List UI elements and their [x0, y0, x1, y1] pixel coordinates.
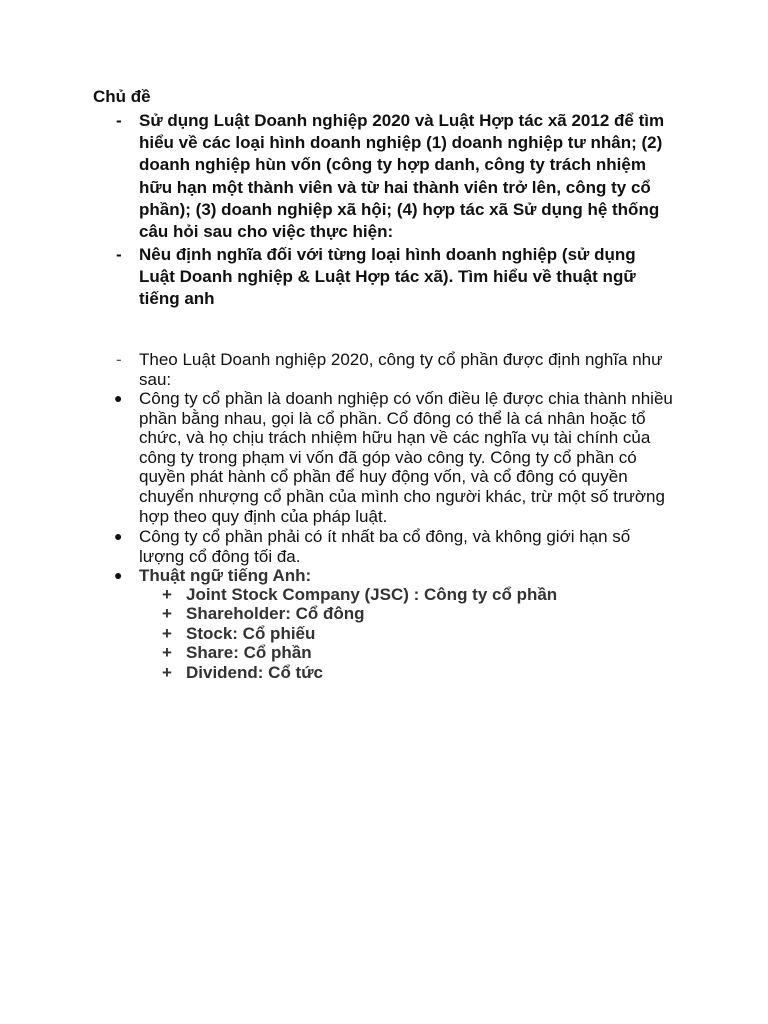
dash-marker: -	[116, 111, 122, 130]
plus-marker: +	[162, 624, 172, 643]
term-text: Stock: Cổ phiếu	[186, 624, 316, 643]
bullet-marker: ●	[114, 567, 123, 583]
plus-marker: +	[162, 643, 172, 662]
plus-marker: +	[162, 585, 172, 604]
term-text: Joint Stock Company (JSC) : Công ty cổ phần	[186, 585, 558, 604]
bullet-text: Công ty cổ phần phải có ít nhất ba cổ đông, và không giới hạn số lượng cổ đông tối đa.	[139, 527, 631, 566]
plus-marker: +	[162, 604, 172, 623]
bullet-text: Thuật ngữ tiếng Anh:	[139, 566, 312, 585]
topic-item-text: Sử dụng Luật Doanh nghiệp 2020 và Luật Hợp tác xã 2012 để tìm hiểu về các loại hình doanh nghiệp (1) doanh nghiệp tư nhân; (2) doanh nghiệp hùn vốn (công ty hợp danh, công ty trách nhiệm hữu hạn một thành viên và từ hai thành viên trở lên, công ty cổ phần); (3) doanh nghiệp xã hội; (4) hợp tác xã Sử dụng hệ thống câu hỏi sau cho việc thực hiện:	[139, 111, 665, 242]
bullet-text: Công ty cổ phần là doanh nghiệp có vốn điều lệ được chia thành nhiều phần bằng nhau, gọi là cổ phần. Cổ đông có thể là cá nhân hoặc tổ chức, và họ chịu trách nhiệm hữu hạn về các nghĩa vụ tài chính của công ty trong phạm vi vốn đã góp vào công ty. Công ty cổ phần có quyền phát hành cổ phần để huy động vốn, và cổ đông có quyền chuyển nhượng cổ phần của mình cho người khác, trừ một số trường hợp theo quy định của pháp luật.	[139, 389, 673, 526]
topic-item-text: Nêu định nghĩa đối với từng loại hình doanh nghiệp (sử dụng Luật Doanh nghiệp & Luật Hợp tác xã). Tìm hiểu về thuật ngữ tiếng anh	[139, 245, 636, 309]
bullet-marker: ●	[114, 528, 123, 544]
term-text: Share: Cổ phần	[186, 643, 312, 662]
plus-marker: +	[162, 663, 172, 682]
document-heading: Chủ đề	[93, 87, 151, 106]
bullet-marker: ●	[114, 390, 123, 406]
term-text: Dividend: Cổ tức	[186, 663, 323, 682]
dash-marker: -	[116, 245, 122, 264]
dash-marker: -	[116, 350, 122, 369]
term-text: Shareholder: Cổ đông	[186, 604, 365, 623]
intro-text: Theo Luật Doanh nghiệp 2020, công ty cổ phần được định nghĩa như sau:	[139, 350, 663, 389]
